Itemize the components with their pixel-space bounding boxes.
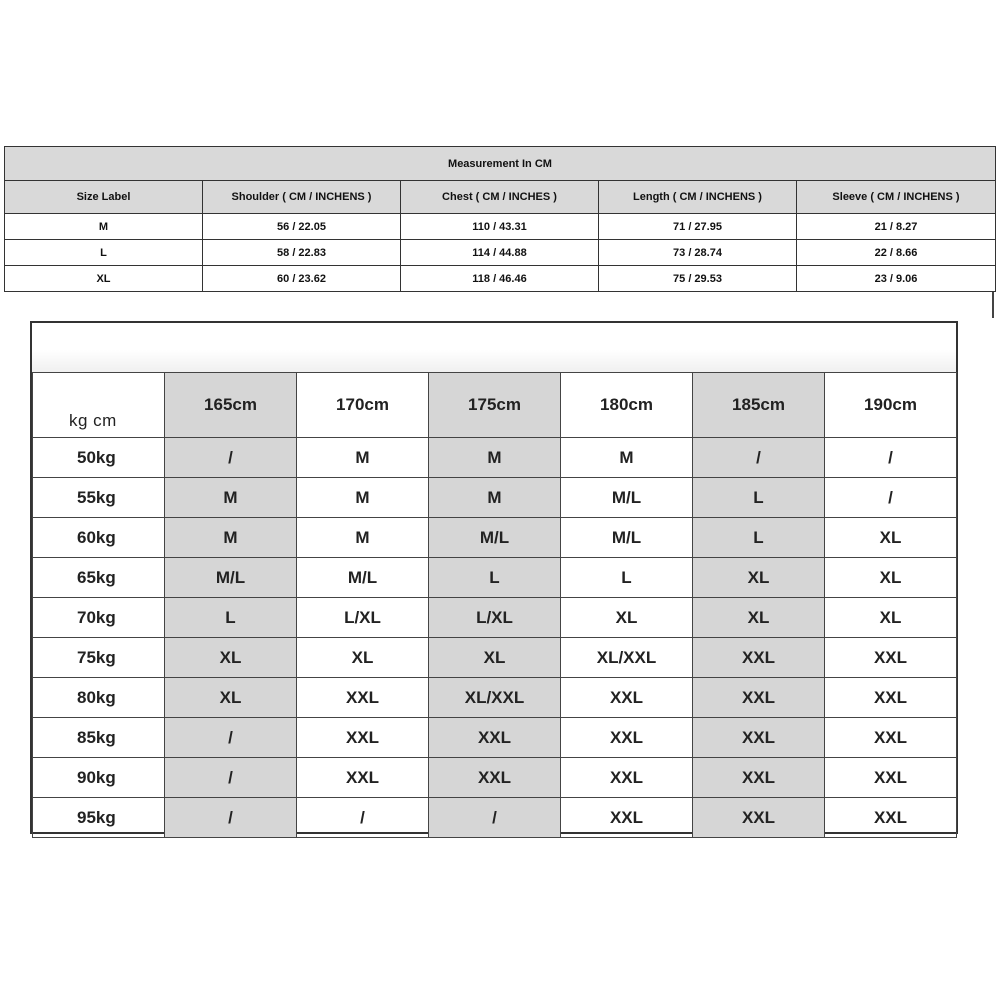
size-cell: XL/XXL xyxy=(429,678,561,718)
size-cell: L xyxy=(561,558,693,598)
size-cell: M xyxy=(297,518,429,558)
height-header-cell: 165cm xyxy=(165,373,297,438)
size-cell: XXL xyxy=(429,758,561,798)
height-header-cell: 190cm xyxy=(825,373,957,438)
size-cell: / xyxy=(165,798,297,838)
size-cell: L xyxy=(693,518,825,558)
measurement-title: Measurement In CM xyxy=(5,147,996,181)
size-cell: L xyxy=(693,478,825,518)
table-row xyxy=(33,638,957,678)
height-header-cell: 170cm xyxy=(297,373,429,438)
table-row xyxy=(33,758,957,798)
size-cell: XXL xyxy=(297,718,429,758)
table-row xyxy=(33,438,957,478)
chest-cell: 118 / 46.46 xyxy=(401,266,599,292)
weight-label: 75kg xyxy=(33,638,165,678)
size-cell: XL xyxy=(165,678,297,718)
size-cell: / xyxy=(693,438,825,478)
table-row xyxy=(33,518,957,558)
size-cell: M xyxy=(561,438,693,478)
weight-label: 80kg xyxy=(33,678,165,718)
size-cell: XXL xyxy=(297,678,429,718)
size-cell: L/XL xyxy=(297,598,429,638)
size-cell: XL xyxy=(297,638,429,678)
size-cell: XXL xyxy=(561,678,693,718)
size-chart-grid xyxy=(32,372,957,838)
size-cell: XXL xyxy=(693,798,825,838)
size-label-cell: L xyxy=(5,240,203,266)
size-chart-body xyxy=(33,373,957,838)
size-cell: XL xyxy=(561,598,693,638)
header-size-label: Size Label xyxy=(5,181,203,214)
weight-label: 55kg xyxy=(33,478,165,518)
measurement-header-row xyxy=(5,181,996,214)
size-cell: XL xyxy=(429,638,561,678)
size-cell: M xyxy=(165,478,297,518)
table-row xyxy=(5,214,996,240)
weight-label: 65kg xyxy=(33,558,165,598)
size-cell: / xyxy=(825,438,957,478)
table-row xyxy=(33,478,957,518)
size-cell: XXL xyxy=(561,718,693,758)
height-header-row xyxy=(33,373,957,438)
measurement-title-row xyxy=(5,147,996,181)
table-row xyxy=(5,266,996,292)
shoulder-cell: 60 / 23.62 xyxy=(203,266,401,292)
size-cell: XXL xyxy=(825,718,957,758)
size-cell: XL/XXL xyxy=(561,638,693,678)
size-cell: XL xyxy=(693,598,825,638)
size-cell: M xyxy=(297,478,429,518)
size-cell: XL xyxy=(825,518,957,558)
measurement-table xyxy=(4,146,996,292)
header-chest: Chest ( CM / INCHES ) xyxy=(401,181,599,214)
sleeve-cell: 22 / 8.66 xyxy=(797,240,996,266)
size-label-cell: XL xyxy=(5,266,203,292)
weight-label: 85kg xyxy=(33,718,165,758)
size-cell: M/L xyxy=(429,518,561,558)
corner-label: kg cm xyxy=(33,373,165,438)
size-cell: L xyxy=(429,558,561,598)
table-row xyxy=(33,598,957,638)
size-cell: XXL xyxy=(297,758,429,798)
size-cell: XXL xyxy=(561,798,693,838)
size-cell: XXL xyxy=(825,758,957,798)
size-cell: XXL xyxy=(429,718,561,758)
weight-label: 70kg xyxy=(33,598,165,638)
chest-cell: 114 / 44.88 xyxy=(401,240,599,266)
height-header-cell: 185cm xyxy=(693,373,825,438)
size-cell: / xyxy=(825,478,957,518)
size-cell: / xyxy=(297,798,429,838)
size-chart xyxy=(30,321,958,834)
size-cell: L/XL xyxy=(429,598,561,638)
header-shoulder: Shoulder ( CM / INCHENS ) xyxy=(203,181,401,214)
length-cell: 75 / 29.53 xyxy=(599,266,797,292)
table-row xyxy=(33,558,957,598)
size-cell: XXL xyxy=(693,758,825,798)
shoulder-cell: 58 / 22.83 xyxy=(203,240,401,266)
size-cell: L xyxy=(165,598,297,638)
height-header-cell: 175cm xyxy=(429,373,561,438)
size-cell: XXL xyxy=(825,638,957,678)
weight-label: 95kg xyxy=(33,798,165,838)
table-row xyxy=(33,798,957,838)
weight-label: 60kg xyxy=(33,518,165,558)
table-row xyxy=(33,718,957,758)
size-cell: XL xyxy=(825,558,957,598)
size-cell: / xyxy=(165,718,297,758)
size-cell: M xyxy=(297,438,429,478)
weight-label: 90kg xyxy=(33,758,165,798)
size-cell: / xyxy=(165,758,297,798)
size-cell: XL xyxy=(825,598,957,638)
size-cell: XXL xyxy=(825,678,957,718)
sleeve-cell: 21 / 8.27 xyxy=(797,214,996,240)
edge-divider xyxy=(992,292,994,318)
weight-label: 50kg xyxy=(33,438,165,478)
table-row xyxy=(5,240,996,266)
size-cell: XL xyxy=(165,638,297,678)
size-cell: / xyxy=(165,438,297,478)
size-cell: XXL xyxy=(693,678,825,718)
size-cell: M/L xyxy=(297,558,429,598)
size-cell: M xyxy=(165,518,297,558)
table-row xyxy=(33,678,957,718)
size-cell: M xyxy=(429,438,561,478)
shoulder-cell: 56 / 22.05 xyxy=(203,214,401,240)
size-cell: M/L xyxy=(165,558,297,598)
size-label-cell: M xyxy=(5,214,203,240)
size-cell: M/L xyxy=(561,518,693,558)
size-cell: XL xyxy=(693,558,825,598)
size-cell: XXL xyxy=(825,798,957,838)
chest-cell: 110 / 43.31 xyxy=(401,214,599,240)
size-cell: XXL xyxy=(561,758,693,798)
length-cell: 73 / 28.74 xyxy=(599,240,797,266)
size-cell: M/L xyxy=(561,478,693,518)
size-chart-top-band xyxy=(32,323,956,373)
size-cell: M xyxy=(429,478,561,518)
length-cell: 71 / 27.95 xyxy=(599,214,797,240)
header-length: Length ( CM / INCHENS ) xyxy=(599,181,797,214)
header-sleeve: Sleeve ( CM / INCHENS ) xyxy=(797,181,996,214)
sleeve-cell: 23 / 9.06 xyxy=(797,266,996,292)
height-header-cell: 180cm xyxy=(561,373,693,438)
size-cell: XXL xyxy=(693,638,825,678)
size-cell: / xyxy=(429,798,561,838)
size-cell: XXL xyxy=(693,718,825,758)
